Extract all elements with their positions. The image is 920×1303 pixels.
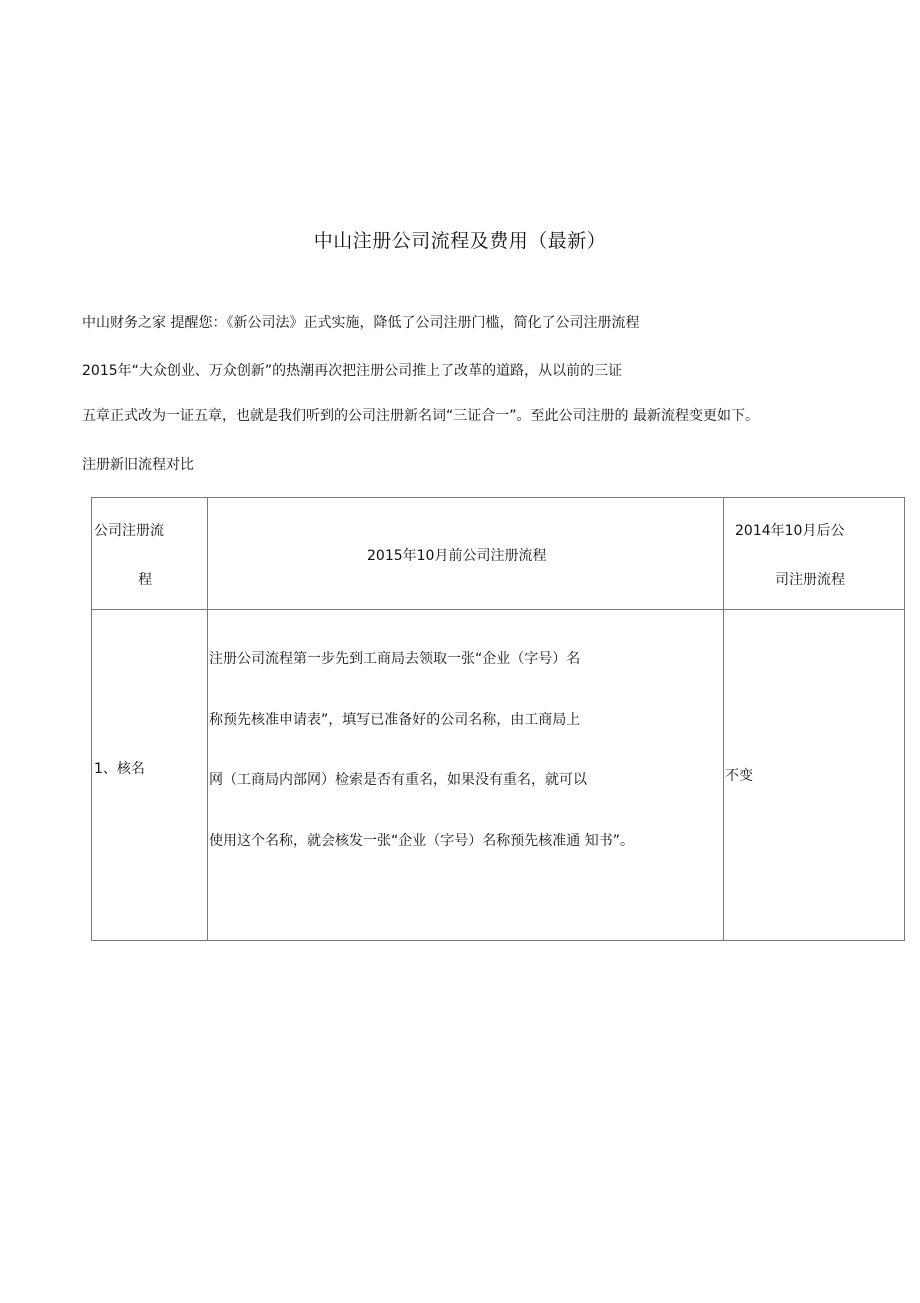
intro-paragraph-line-1: 中山财务之家 提醒您：《新公司法》正式实施，降低了公司注册门槛，简化了公司注册流程 — [82, 315, 640, 331]
old-process-line-3: 网（工商局内部网）检索是否有重名，如果没有重名，就可以 — [209, 772, 587, 788]
header-step-line-2: 程 — [138, 572, 152, 588]
section-label: 注册新旧流程对比 — [82, 457, 194, 473]
header-new-line-1: 2014年10月后公 — [735, 523, 845, 539]
old-process-cell — [208, 610, 724, 941]
header-cell-new-process — [724, 498, 905, 610]
old-process-line-4: 使用这个名称，就会核发一张“企业（字号）名称预先核准通 知书”。 — [209, 833, 634, 849]
table-row — [92, 610, 905, 941]
header-step-line-1: 公司注册流 — [94, 523, 164, 539]
table-header-row — [92, 498, 905, 610]
step-cell — [92, 610, 208, 941]
intro-paragraph-line-3: 五章正式改为一证五章，也就是我们听到的公司注册新名词“三证合一”。至此公司注册的 最新流程变更如下。 — [82, 408, 759, 424]
document-title: 中山注册公司流程及费用（最新） — [313, 230, 607, 252]
new-process-value: 不变 — [725, 768, 753, 784]
comparison-table — [91, 497, 905, 941]
new-process-cell — [724, 610, 905, 941]
step-label: 1、核名 — [94, 761, 145, 777]
header-old-process-label: 2015年10月前公司注册流程 — [367, 548, 547, 564]
intro-paragraph-line-2: 2015年“大众创业、万众创新”的热潮再次把注册公司推上了改革的道路，从以前的三证 — [82, 363, 623, 379]
header-cell-old-process — [208, 498, 724, 610]
header-cell-step — [92, 498, 208, 610]
old-process-line-2: 称预先核准申请表”，填写已准备好的公司名称，由工商局上 — [209, 712, 581, 728]
header-new-line-2: 司注册流程 — [775, 572, 845, 588]
old-process-line-1: 注册公司流程第一步先到工商局去领取一张“企业（字号）名 — [209, 651, 581, 667]
